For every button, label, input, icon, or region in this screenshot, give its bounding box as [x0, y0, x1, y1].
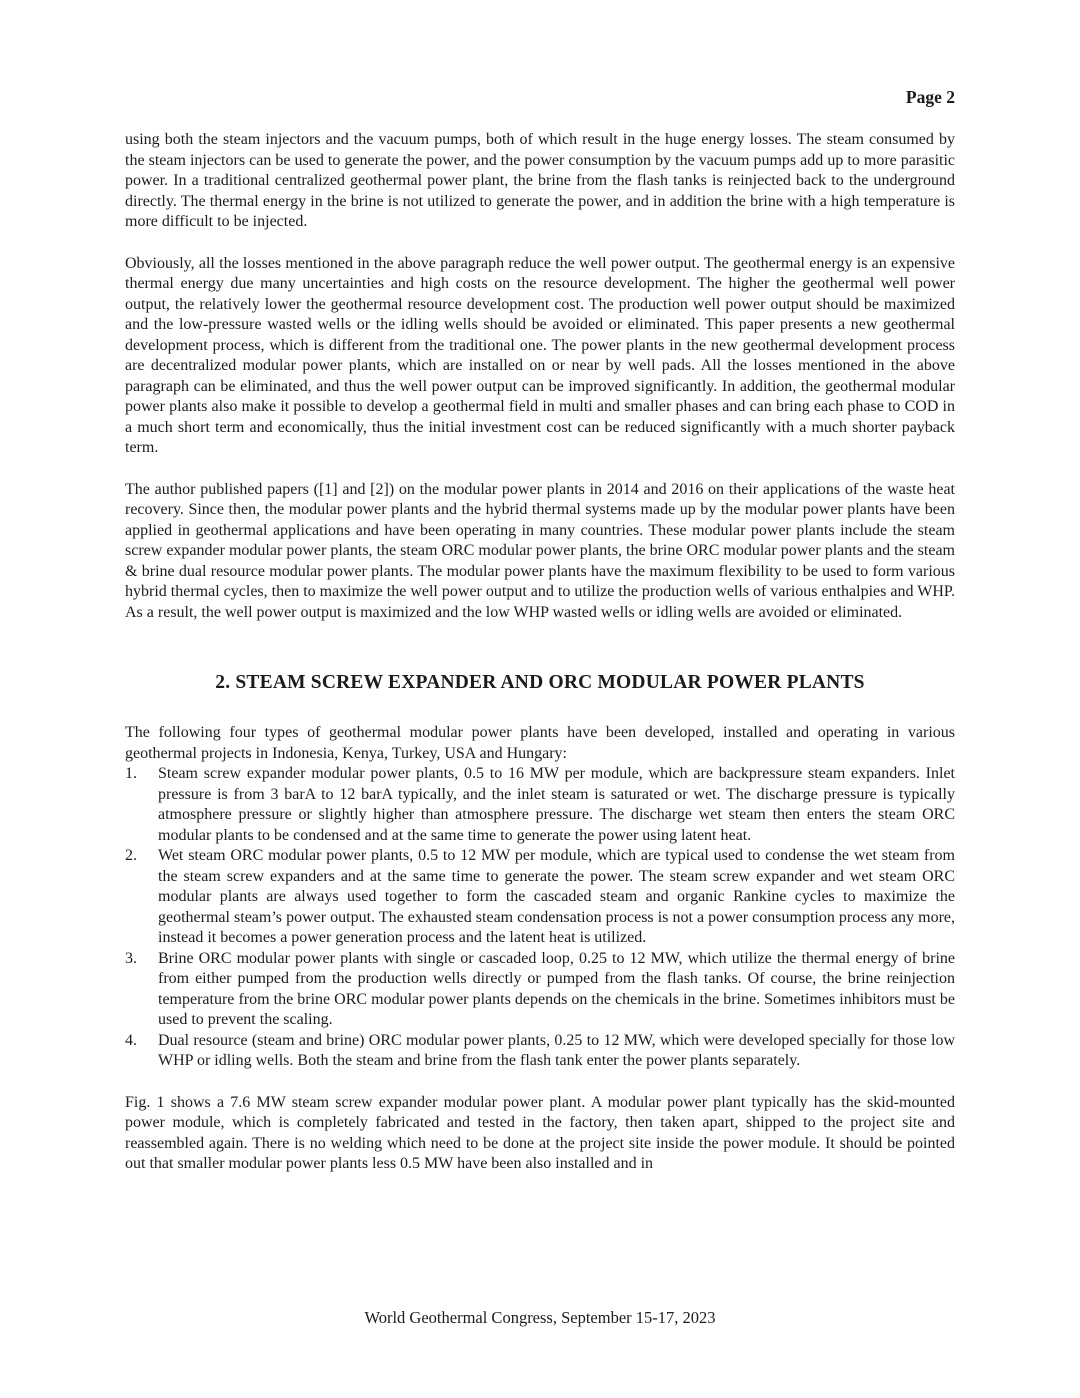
list-item-steam-screw-expander	[125, 764, 955, 846]
list-item-brine-orc	[125, 949, 955, 1031]
footer-conference-line: World Geothermal Congress, September 15-17, 2023	[364, 1308, 716, 1327]
list-item-text: Steam screw expander modular power plants, 0.5 to 16 MW per module, which are backpressure steam expanders. Inlet pressure is from 3 barA to 12 barA typically, and the inlet steam is saturated or wet. The discharge pressure is typically atmosphere pressure or slightly higher than atmosphere pressure. The discharge wet steam then enters the steam ORC modular plants to be condensed and at the same time to generate the power using latent heat.	[158, 765, 955, 844]
list-item-text: Wet steam ORC modular power plants, 0.5 to 12 MW per module, which are typical used to condense the wet steam from the steam screw expanders and at the same time to generate the power. The steam screw expander and wet steam ORC modular plants are always used together to form the cascaded steam and organic Rankine cycles to maximize the geothermal steam’s power output. The exhausted steam condensation process is not a power consumption process any more, instead it becomes a power generation process and the latent heat is utilized.	[158, 847, 955, 946]
page-number: Page 2	[905, 87, 955, 107]
paragraph-losses-discussion: Obviously, all the losses mentioned in the above paragraph reduce the well power output. The geothermal energy is an expensive thermal energy due many uncertainties and high costs on the resource development. The higher the geothermal well power output, the relatively lower the geothermal resource development cost. The production well power output should be maximized and the low-pressure wasted wells or the idling wells should be avoided or eliminated. This paper presents a new geothermal development process, which is different from the traditional one. The power plants in the new geothermal development process are decentralized modular power plants, which are installed on or near by well pads. All the losses mentioned in the above paragraph can be eliminated, and thus the well power output can be improved significantly. In addition, the geothermal modular power plants also make it possible to develop a geothermal field in multi and smaller phases and can bring each phase to COD in a much short term and economically, thus the initial investment cost can be reduced significantly with a much shorter payback term.	[125, 254, 955, 456]
list-item-number: 2.	[125, 847, 137, 864]
list-item-number: 4.	[125, 1031, 137, 1049]
paragraph-fig1-description: Fig. 1 shows a 7.6 MW steam screw expander modular power plant. A modular power plant typically has the skid-mounted power module, which is completely fabricated and tested in the factory, then taken apart, shipped to the project site and reassembled again. There is no welding which need to be done at the project site inside the power module. It should be pointed out that smaller modular power plants less 0.5 MW have been also installed and in	[125, 1093, 955, 1172]
list-item-wet-steam-orc	[125, 846, 955, 949]
paragraph-author-publications: The author published papers ([1] and [2]) on the modular power plants in 2014 and 2016 on their applications of the waste heat recovery. Since then, the modular power plants and the hybrid thermal systems made up by the modular power plants have been applied in geothermal applications and have been operating in many countries. These modular power plants include the steam screw expander modular power plants, the steam ORC modular power plants, the brine ORC modular power plants and the steam & brine dual resource modular power plants. The modular power plants have the maximum flexibility to be used to form various hybrid thermal cycles, then to maximize the well power output and to utilize the production wells of various enthalpies and WHP. As a result, the well power output is maximized and the low WHP wasted wells or idling wells are avoided or eliminated.	[125, 480, 955, 621]
list-item-text: Brine ORC modular power plants with single or cascaded loop, 0.25 to 12 MW, which utilize the thermal energy of brine from either pumped from the production wells directly or pumped from the flash tanks. Of course, the brine reinjection temperature from the brine ORC modular power plants depends on the chemicals in the brine. Sometimes inhibitors must be used to prevent the scaling.	[158, 949, 955, 1028]
list-item-dual-resource-orc	[125, 1031, 955, 1072]
list-item-text: Dual resource (steam and brine) ORC modular power plants, 0.25 to 12 MW, which were developed specially for those low WHP or idling wells. Both the steam and brine from the flash tank enter the power plants separately.	[158, 1031, 955, 1069]
paragraph-continuation: using both the steam injectors and the vacuum pumps, both of which result in the huge energy losses. The steam consumed by the steam injectors can be used to generate the power, and the power consumption by the vacuum pumps add up to more parasitic power. In a traditional centralized geothermal power plant, the brine from the flash tanks is reinjected back to the underground directly. The thermal energy in the brine is not utilized to generate the power, and in addition the brine with a high temperature is more difficult to be injected.	[125, 131, 955, 230]
section-intro-paragraph: The following four types of geothermal modular power plants have been developed, installed and operating in various geothermal projects in Indonesia, Kenya, Turkey, USA and Hungary:	[125, 724, 955, 762]
plant-types-list	[125, 764, 955, 1072]
list-item-number: 1.	[125, 765, 137, 782]
section-heading: 2. STEAM SCREW EXPANDER AND ORC MODULAR POWER PLANTS	[215, 672, 865, 693]
list-item-number: 3.	[125, 949, 137, 967]
